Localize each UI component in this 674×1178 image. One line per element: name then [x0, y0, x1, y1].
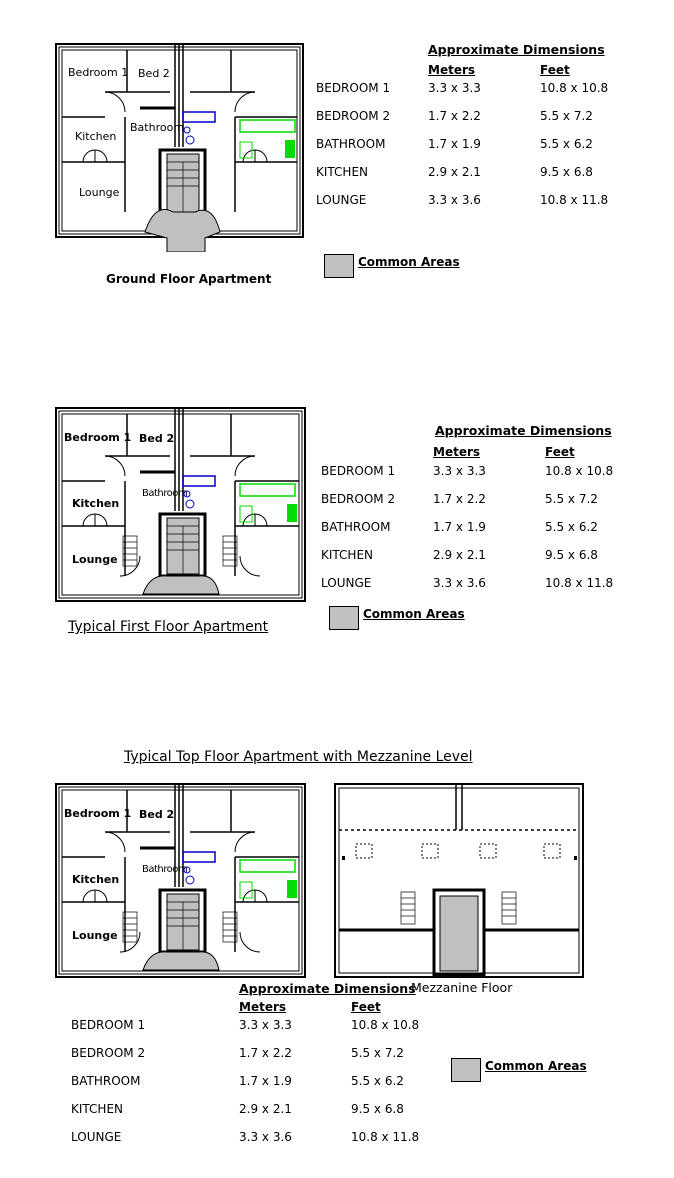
dims-meters: 2.9 x 2.1 — [239, 1102, 292, 1116]
dims-feet: 10.8 x 11.8 — [540, 193, 609, 207]
dims-room: LOUNGE — [316, 193, 367, 207]
mezzanine-floor-caption: Mezzanine Floor — [411, 980, 513, 995]
dims-feet: 5.5 x 6.2 — [540, 137, 593, 151]
dims-meters: 2.9 x 2.1 — [433, 548, 486, 562]
dims-feet: 9.5 x 6.8 — [540, 165, 593, 179]
ground-room-kitchen: Kitchen — [75, 130, 117, 143]
top-floor-caption: Typical Top Floor Apartment with Mezzanine Level — [124, 749, 473, 765]
ground-room-bedroom1: Bedroom 1 — [68, 66, 129, 79]
ground-room-bed2: Bed 2 — [138, 67, 170, 80]
meters-header: Meters — [428, 63, 476, 77]
dims-meters: 3.3 x 3.3 — [433, 464, 486, 478]
dims-meters: 3.3 x 3.6 — [428, 193, 481, 207]
top-legend — [451, 1058, 611, 1084]
top-room-lounge: Lounge — [72, 929, 118, 942]
dims-title: Approximate Dimensions — [435, 423, 612, 438]
mezzanine-floor-plan — [334, 782, 586, 980]
common-area-swatch — [329, 606, 359, 630]
first-room-lounge: Lounge — [72, 553, 118, 566]
dims-room: LOUNGE — [321, 576, 372, 590]
dims-meters: 1.7 x 1.9 — [433, 520, 486, 534]
first-room-bathroom: Bathroom — [142, 488, 188, 499]
dims-room: BEDROOM 1 — [321, 464, 396, 478]
dims-feet: 10.8 x 10.8 — [351, 1018, 420, 1032]
dims-meters: 1.7 x 1.9 — [428, 137, 481, 151]
dims-meters: 2.9 x 2.1 — [428, 165, 481, 179]
first-room-bedroom1: Bedroom 1 — [64, 431, 132, 444]
feet-header: Feet — [545, 445, 575, 459]
dims-room: BEDROOM 2 — [71, 1046, 146, 1060]
dims-room: BEDROOM 2 — [321, 492, 396, 506]
dims-feet: 5.5 x 7.2 — [545, 492, 598, 506]
dims-feet: 5.5 x 6.2 — [351, 1074, 404, 1088]
dims-title: Approximate Dimensions — [428, 42, 605, 57]
meters-header: Meters — [433, 445, 481, 459]
common-area-swatch — [451, 1058, 481, 1082]
dims-room: KITCHEN — [316, 165, 368, 179]
first-dimensions-table — [321, 423, 651, 593]
feet-header: Feet — [540, 63, 570, 77]
ground-legend — [324, 254, 484, 280]
top-room-bedroom1: Bedroom 1 — [64, 807, 132, 820]
dims-room: BEDROOM 1 — [316, 81, 391, 95]
dims-room: BATHROOM — [321, 520, 391, 534]
top-room-bathroom: Bathroom — [142, 864, 188, 875]
dims-feet: 10.8 x 11.8 — [545, 576, 614, 590]
dims-meters: 3.3 x 3.6 — [239, 1130, 292, 1144]
dims-meters: 1.7 x 2.2 — [428, 109, 481, 123]
dims-room: BEDROOM 1 — [71, 1018, 146, 1032]
dims-feet: 5.5 x 7.2 — [351, 1046, 404, 1060]
common-area-label: Common Areas — [363, 607, 465, 621]
ground-floor-caption: Ground Floor Apartment — [106, 272, 272, 286]
feet-header: Feet — [351, 1000, 381, 1014]
dims-feet: 9.5 x 6.8 — [351, 1102, 404, 1116]
common-area-swatch — [324, 254, 354, 278]
first-legend — [329, 606, 489, 632]
ground-dimensions-table — [316, 42, 656, 212]
common-area-label: Common Areas — [358, 255, 460, 269]
ground-room-bathroom: Bathroom — [130, 121, 185, 134]
dims-room: BEDROOM 2 — [316, 109, 391, 123]
dims-feet: 9.5 x 6.8 — [545, 548, 598, 562]
top-dimensions-table — [71, 981, 431, 1151]
dims-meters: 3.3 x 3.6 — [433, 576, 486, 590]
first-floor-caption: Typical First Floor Apartment — [68, 619, 269, 635]
dims-feet: 5.5 x 7.2 — [540, 109, 593, 123]
top-room-bed2: Bed 2 — [139, 808, 175, 821]
dims-feet: 5.5 x 6.2 — [545, 520, 598, 534]
top-room-kitchen: Kitchen — [72, 873, 120, 886]
dims-room: LOUNGE — [71, 1130, 122, 1144]
dims-meters: 1.7 x 1.9 — [239, 1074, 292, 1088]
ground-room-lounge: Lounge — [79, 186, 120, 199]
dims-title: Approximate Dimensions — [239, 981, 416, 996]
dims-feet: 10.8 x 10.8 — [540, 81, 609, 95]
dims-meters: 1.7 x 2.2 — [433, 492, 486, 506]
dims-room: BATHROOM — [71, 1074, 141, 1088]
dims-meters: 1.7 x 2.2 — [239, 1046, 292, 1060]
common-area-label: Common Areas — [485, 1059, 587, 1073]
dims-meters: 3.3 x 3.3 — [428, 81, 481, 95]
dims-room: KITCHEN — [321, 548, 373, 562]
dims-feet: 10.8 x 10.8 — [545, 464, 614, 478]
dims-room: BATHROOM — [316, 137, 386, 151]
first-room-kitchen: Kitchen — [72, 497, 120, 510]
meters-header: Meters — [239, 1000, 287, 1014]
dims-meters: 3.3 x 3.3 — [239, 1018, 292, 1032]
first-room-bed2: Bed 2 — [139, 432, 175, 445]
dims-room: KITCHEN — [71, 1102, 123, 1116]
dims-feet: 10.8 x 11.8 — [351, 1130, 420, 1144]
